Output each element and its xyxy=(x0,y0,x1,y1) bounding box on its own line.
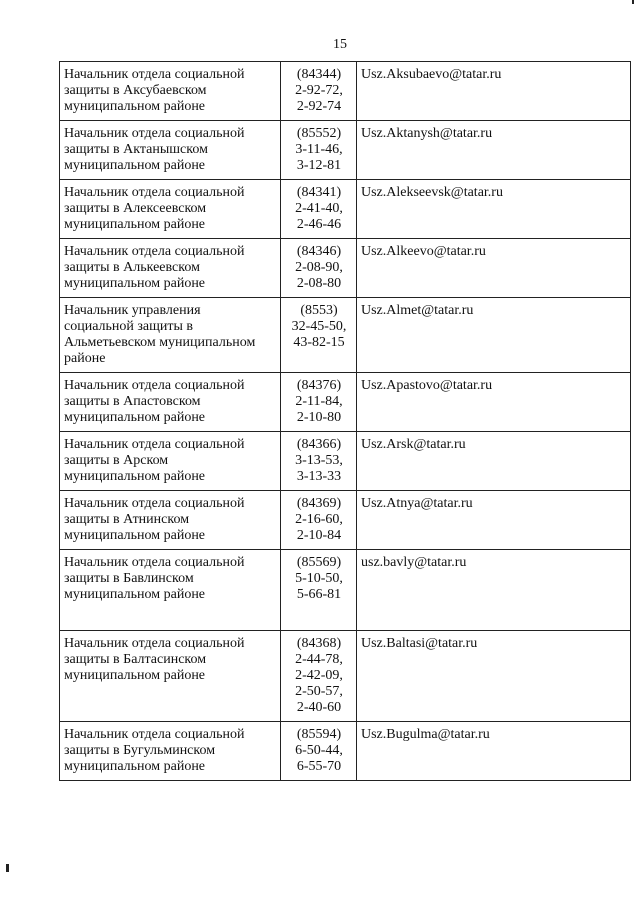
department-title-line: защиты в Актанышском xyxy=(64,142,208,157)
phone-line: 2-46-46 xyxy=(296,217,342,232)
department-title-line: Начальник отдела социальной xyxy=(64,437,245,452)
department-title-cell xyxy=(60,180,281,239)
phone-cell xyxy=(281,550,357,631)
email-address[interactable]: Usz.Aksubaevo@tatar.ru xyxy=(361,67,502,82)
email-cell xyxy=(357,239,631,298)
email-address[interactable]: Usz.Alkeevo@tatar.ru xyxy=(361,244,486,259)
phone-line: (84346) xyxy=(296,244,342,259)
phone-line: (84366) xyxy=(296,437,342,452)
phone-cell xyxy=(281,373,357,432)
department-title-line: Начальник отдела социальной xyxy=(64,727,245,742)
department-title-line: Начальник отдела социальной xyxy=(64,496,245,511)
phone-line: 2-42-09, xyxy=(295,668,343,683)
phone-line: (84368) xyxy=(296,636,342,651)
department-title-line: муниципальном районе xyxy=(64,469,206,484)
department-title-cell xyxy=(60,550,281,631)
email-cell xyxy=(357,722,631,781)
department-title-line: Начальник отдела социальной xyxy=(64,378,245,393)
department-title-line: защиты в Бугульминском xyxy=(64,743,216,758)
department-title-cell xyxy=(60,373,281,432)
phone-line: (84341) xyxy=(296,185,342,200)
page-number: 15 xyxy=(333,37,347,52)
email-cell xyxy=(357,550,631,631)
email-address[interactable]: Usz.Aktanysh@tatar.ru xyxy=(361,126,493,141)
phone-line: 2-16-60, xyxy=(295,512,343,527)
department-title-line: Начальник отдела социальной xyxy=(64,244,245,259)
department-title-cell xyxy=(60,298,281,373)
department-title-line: Начальник управления xyxy=(64,303,201,318)
department-title-line: муниципальном районе xyxy=(64,587,206,602)
department-title-line: Начальник отдела социальной xyxy=(64,126,245,141)
email-address[interactable]: Usz.Apastovo@tatar.ru xyxy=(361,378,493,393)
email-address[interactable]: Usz.Baltasi@tatar.ru xyxy=(361,636,478,651)
phone-line: (84344) xyxy=(296,67,342,82)
department-title-line: защиты в Балтасинском xyxy=(64,652,207,667)
department-title-line: муниципальном районе xyxy=(64,410,206,425)
department-title-cell xyxy=(60,121,281,180)
phone-line: (84369) xyxy=(296,496,342,511)
department-title-line: муниципальном районе xyxy=(64,276,206,291)
department-title-line: Начальник отдела социальной xyxy=(64,636,245,651)
email-cell xyxy=(357,631,631,722)
email-cell xyxy=(357,62,631,121)
phone-line: 3-11-46, xyxy=(295,142,343,157)
phone-line: 2-92-74 xyxy=(296,99,342,114)
phone-line: (85569) xyxy=(296,555,342,570)
table-row xyxy=(60,121,631,180)
email-cell xyxy=(357,432,631,491)
phone-cell xyxy=(281,121,357,180)
table-row xyxy=(60,722,631,781)
phone-line: (85594) xyxy=(296,727,342,742)
department-title-line: Начальник отдела социальной xyxy=(64,555,245,570)
phone-cell xyxy=(281,298,357,373)
table-row xyxy=(60,180,631,239)
table-row xyxy=(60,62,631,121)
department-title-line: защиты в Бавлинском xyxy=(64,571,194,586)
phone-line: 3-13-53, xyxy=(295,453,343,468)
phone-cell xyxy=(281,722,357,781)
email-cell xyxy=(357,373,631,432)
department-title-cell xyxy=(60,432,281,491)
phone-line: (84376) xyxy=(296,378,342,393)
table-row xyxy=(60,298,631,373)
department-title-line: муниципальном районе xyxy=(64,217,206,232)
department-title-line: защиты в Алькеевском xyxy=(64,260,200,275)
email-address[interactable]: Usz.Alekseevsk@tatar.ru xyxy=(361,185,503,200)
department-title-cell xyxy=(60,491,281,550)
department-title-line: защиты в Апастовском xyxy=(64,394,201,409)
phone-line: 6-50-44, xyxy=(295,743,343,758)
phone-line: 2-10-80 xyxy=(296,410,342,425)
department-title-cell xyxy=(60,722,281,781)
phone-line: 6-55-70 xyxy=(296,759,342,774)
phone-line: 2-08-90, xyxy=(295,260,343,275)
department-title-line: Альметьевском муниципальном xyxy=(64,335,256,350)
phone-line: 2-92-72, xyxy=(295,83,343,98)
phone-line: 2-08-80 xyxy=(296,276,342,291)
phone-line: 2-10-84 xyxy=(296,528,342,543)
email-cell xyxy=(357,180,631,239)
email-address[interactable]: Usz.Almet@tatar.ru xyxy=(361,303,474,318)
scan-mark xyxy=(632,0,634,4)
scan-mark xyxy=(6,864,9,872)
phone-line: 2-44-78, xyxy=(295,652,343,667)
department-title-cell xyxy=(60,62,281,121)
department-title-line: Начальник отдела социальной xyxy=(64,67,245,82)
department-title-cell xyxy=(60,631,281,722)
department-title-line: муниципальном районе xyxy=(64,759,206,774)
phone-cell xyxy=(281,631,357,722)
phone-line: 2-50-57, xyxy=(295,684,343,699)
table-row xyxy=(60,631,631,722)
phone-line: 3-12-81 xyxy=(296,158,342,173)
department-title-line: муниципальном районе xyxy=(64,528,206,543)
department-title-line: социальной защиты в xyxy=(64,319,194,334)
phone-cell xyxy=(281,239,357,298)
phone-cell xyxy=(281,62,357,121)
department-title-line: муниципальном районе xyxy=(64,158,206,173)
department-title-line: защиты в Алексеевском xyxy=(64,201,207,216)
table-row xyxy=(60,550,631,631)
table-row xyxy=(60,373,631,432)
phone-line: 32-45-50, xyxy=(291,319,347,334)
department-title-line: защиты в Арском xyxy=(64,453,169,468)
email-cell xyxy=(357,298,631,373)
phone-line: 2-11-84, xyxy=(295,394,343,409)
department-title-line: муниципальном районе xyxy=(64,668,206,683)
phone-cell xyxy=(281,432,357,491)
phone-line: 3-13-33 xyxy=(296,469,342,484)
contacts-table xyxy=(59,61,631,781)
email-address[interactable]: Usz.Bugulma@tatar.ru xyxy=(361,727,490,742)
email-address[interactable]: Usz.Atnya@tatar.ru xyxy=(361,496,473,511)
table-row xyxy=(60,491,631,550)
table-row xyxy=(60,432,631,491)
phone-line: 43-82-15 xyxy=(293,335,345,350)
department-title-cell xyxy=(60,239,281,298)
phone-line: (85552) xyxy=(296,126,342,141)
phone-cell xyxy=(281,180,357,239)
department-title-line: районе xyxy=(64,351,106,366)
email-cell xyxy=(357,121,631,180)
phone-line: 2-40-60 xyxy=(296,700,342,715)
phone-line: (8553) xyxy=(300,303,338,318)
email-cell xyxy=(357,491,631,550)
contacts-table-body xyxy=(60,62,631,781)
phone-line: 5-10-50, xyxy=(295,571,343,586)
department-title-line: защиты в Атнинском xyxy=(64,512,190,527)
department-title-line: защиты в Аксубаевском xyxy=(64,83,207,98)
department-title-line: муниципальном районе xyxy=(64,99,206,114)
phone-line: 2-41-40, xyxy=(295,201,343,216)
phone-cell xyxy=(281,491,357,550)
phone-line: 5-66-81 xyxy=(296,587,342,602)
email-address[interactable]: Usz.Arsk@tatar.ru xyxy=(361,437,466,452)
department-title-line: Начальник отдела социальной xyxy=(64,185,245,200)
email-address[interactable]: usz.bavly@tatar.ru xyxy=(361,555,467,570)
table-row xyxy=(60,239,631,298)
